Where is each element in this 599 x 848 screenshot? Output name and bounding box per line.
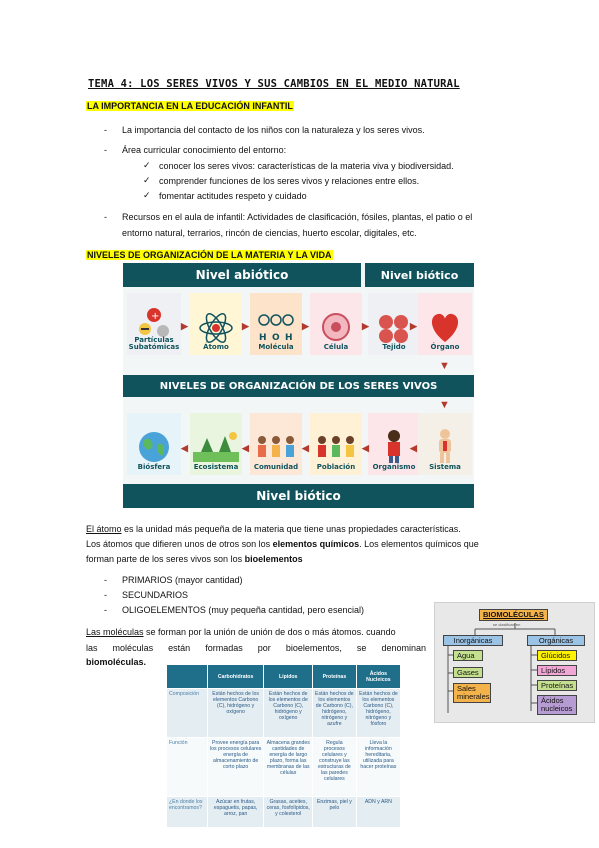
svg-text:H: H (285, 333, 293, 343)
svg-text:+: + (151, 311, 160, 322)
glucidos-box: Glúcidos (537, 650, 577, 661)
nivel-biotico-banner-top: Nivel biótico (365, 263, 474, 287)
tile-sistema: Sistema (418, 413, 472, 475)
organicas-box: Orgánicas (527, 635, 585, 646)
cell-icon (316, 312, 356, 344)
biomoleculas-subtitle: se clasifican en (493, 622, 521, 627)
element-item: OLIGOELEMENTOS (muy pequeña cantidad, pero esencial) (122, 605, 364, 615)
arrow-right-icon: ▶ (242, 321, 249, 331)
inorganicas-box: Inorgánicas (443, 635, 503, 646)
arrow-right-icon: ▶ (302, 321, 309, 331)
svg-text:H: H (259, 333, 267, 343)
table-cell: Lleva la información hereditaria, utilizada para hacer proteínas (356, 738, 400, 797)
molecule-icon (254, 310, 298, 344)
element-item: SECUNDARIOS (122, 590, 189, 600)
list-item: - (104, 212, 107, 222)
table-cell: Grasas, aceites, ceras, fosfolípidos, y colesterol (264, 797, 313, 828)
tile-celula: Célula (310, 293, 362, 355)
sales-minerales-box: Sales minerales (453, 683, 491, 703)
arrow-down-icon: ▼ (439, 399, 450, 411)
atom-icon (196, 312, 236, 344)
table-header-row (167, 665, 401, 689)
section-heading-importancia: LA IMPORTANCIA EN LA EDUCACIÓN INFANTIL (87, 101, 293, 111)
atomo-paragraph-line3: forman parte de los seres vivos son los bioelementos (86, 554, 303, 564)
arrow-left-icon: ◀ (302, 443, 309, 453)
subatomic-particles-icon (134, 307, 174, 337)
tile-comunidad: Comunidad (250, 413, 302, 475)
tile-molecula: H O H Molécula (250, 293, 302, 355)
tissue-icon (374, 312, 414, 344)
tile-biosfera: Biósfera (127, 413, 181, 475)
svg-text:O: O (272, 333, 280, 343)
table-row-header: Función (167, 738, 208, 797)
list-item-text: Área curricular conocimiento del entorno: (122, 145, 287, 155)
list-item: - (104, 605, 107, 615)
table-row-header: Composición (167, 689, 208, 738)
tile-particulas: + Partículas Subatómicas (127, 293, 181, 355)
page-title: TEMA 4: LOS SERES VIVOS Y SUS CAMBIOS EN EL MEDIO NATURAL (88, 78, 460, 90)
arrow-down-icon: ▼ (439, 360, 450, 372)
table-header-cell: Lípidos (264, 665, 313, 689)
table-header-cell: Ácidos Nucleicos (356, 665, 400, 689)
section-heading-niveles: NIVELES DE ORGANIZACIÓN DE LA MATERIA Y LA VIDA (87, 250, 332, 260)
arrow-right-icon: ▶ (410, 321, 417, 331)
moleculas-paragraph-line3: biomoléculas. (86, 657, 147, 667)
organism-icon (374, 428, 414, 464)
gases-box: Gases (453, 667, 483, 678)
proteinas-box: Proteínas (537, 680, 577, 691)
community-icon (253, 430, 299, 464)
list-item: - (104, 145, 107, 155)
ecosystem-icon (193, 430, 239, 464)
body-system-icon (425, 428, 465, 464)
check-item-text: conocer los seres vivos: características de la materia viva y biodiversidad. (159, 161, 454, 171)
list-item-text: La importancia del contacto de los niños con la naturaleza y los seres vivos. (122, 125, 425, 135)
biomoleculas-table (166, 664, 401, 828)
biomoleculas-diagram (434, 602, 595, 723)
moleculas-paragraph-line2: las moléculas están formadas por bioelementos, se denominan (86, 643, 426, 653)
arrow-left-icon: ◀ (362, 443, 369, 453)
tile-ecosistema: Ecosistema (190, 413, 242, 475)
heart-icon (425, 308, 465, 344)
table-cell: Están hechos de los elementos de Carbono (C), hidrógeno, nitrógeno y azufre (312, 689, 356, 738)
niveles-organizacion-infographic (123, 263, 474, 508)
nivel-biotico-banner-bottom: Nivel biótico (123, 484, 474, 508)
check-icon: ✓ (143, 160, 151, 170)
check-icon: ✓ (143, 175, 151, 185)
element-item: PRIMARIOS (mayor cantidad) (122, 575, 243, 585)
tile-organo: Órgano (418, 293, 472, 355)
arrow-left-icon: ◀ (410, 443, 417, 453)
earth-icon (134, 430, 174, 464)
table-cell: Almacena grandes cantidades de energía de largo plazo, forma las membranas de las células (264, 738, 313, 797)
table-row (167, 689, 401, 738)
table-cell: Regula procesos celulares y construye las estructuras de las paredes celulares (312, 738, 356, 797)
list-item: - (104, 125, 107, 135)
atomo-paragraph-line1: El átomo es la unidad más pequeña de la materia que tiene unas propiedades características. (86, 524, 461, 534)
lipidos-box: Lípidos (537, 665, 577, 676)
check-item-text: comprender funciones de los seres vivos y relaciones entre ellos. (159, 176, 420, 186)
table-row (167, 797, 401, 828)
moleculas-paragraph-line1: Las moléculas se forman por la unión de unión de dos o más átomos. cuando (86, 627, 396, 637)
arrow-right-icon: ▶ (181, 321, 188, 331)
list-item-text: Recursos en el aula de infantil: Actividades de clasificación, fósiles, plantas, el patio o el (122, 212, 473, 222)
niveles-banner: NIVELES DE ORGANIZACIÓN DE LOS SERES VIVOS (123, 375, 474, 397)
table-cell: Provee energía para los procesos celulares energía de almacenamiento de corto plazo (207, 738, 264, 797)
table-cell: Están hechos de los elementos de Carbono (C), hidrógeno y oxígeno (264, 689, 313, 738)
atomo-paragraph-line2: Los átomos que difieren unos de otros son los elementos químicos. Los elementos químicos que (86, 539, 479, 549)
list-item-text: entorno natural, terrarios, rincón de ciencias, huerto escolar, digitales, etc. (122, 228, 417, 238)
list-item: - (104, 590, 107, 600)
table-row (167, 738, 401, 797)
tile-poblacion: Población (310, 413, 362, 475)
table-cell: ADN y ARN (356, 797, 400, 828)
arrow-left-icon: ◀ (242, 443, 249, 453)
tile-tejido: Tejido (368, 293, 420, 355)
tile-organismo: Organismo (368, 413, 420, 475)
table-header-cell: Proteínas (312, 665, 356, 689)
table-cell: Están hechos de los elementos Carbono (C), hidrógeno, nitrógeno y fósforo (356, 689, 400, 738)
arrow-left-icon: ◀ (181, 443, 188, 453)
population-icon (313, 430, 359, 464)
check-icon: ✓ (143, 190, 151, 200)
table-cell: Están hechos de los elementos Carbono (C), hidrógeno y oxígeno (207, 689, 264, 738)
agua-box: Agua (453, 650, 483, 661)
nivel-abiotico-banner: Nivel abiótico (123, 263, 361, 287)
tile-atomo: Átomo (190, 293, 242, 355)
table-header-cell (167, 665, 208, 689)
arrow-right-icon: ▶ (362, 321, 369, 331)
check-item-text: fomentar actitudes respeto y cuidado (159, 191, 307, 201)
acidos-nucleicos-box: Ácidos nucleicos (537, 695, 577, 715)
table-header-cell: Carbohidratos (207, 665, 264, 689)
list-item: - (104, 575, 107, 585)
table-row-header: ¿En donde los encontramos? (167, 797, 208, 828)
biomoleculas-title: BIOMOLÉCULAS (479, 609, 548, 621)
table-cell: Enzimas, piel y pelo (312, 797, 356, 828)
table-cell: Azúcar en frutas, espaguetis, papas, arroz, pan (207, 797, 264, 828)
